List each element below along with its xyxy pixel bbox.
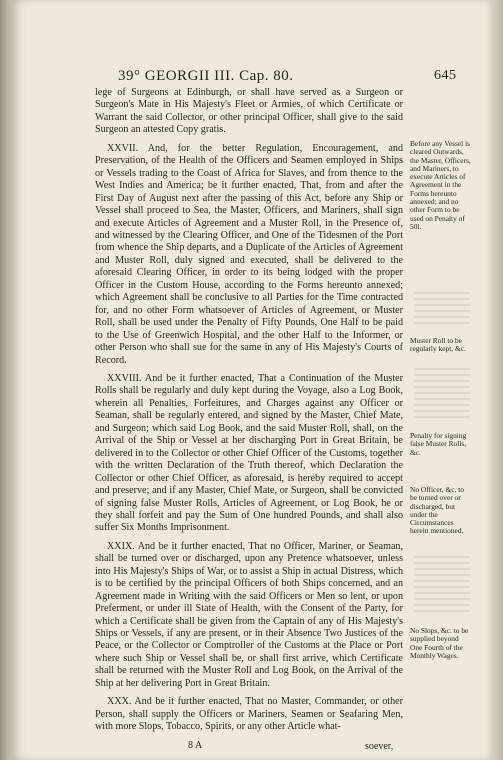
paragraph-continuation: lege of Surgeons at Edinburgh, or shall have served as a Surgeon or Surgeon's Mate in His Majesty's Fleet or Armies, of which Certificate or Warrant the said Collector, or other principal Officer, shall give to the said Surgeon an attested Copy gratis.: [95, 87, 403, 136]
show-through-text: [414, 556, 470, 616]
book-spine-shadow: [0, 0, 12, 760]
catchword: soever,: [365, 741, 394, 752]
main-text-column: [95, 87, 403, 734]
show-through-text: [414, 292, 470, 326]
margin-note-muster-roll: Muster Roll to be regularly kept, &c.: [410, 336, 466, 354]
show-through-text: [414, 368, 470, 418]
section-xxix: XXIX. And be it further enacted, That no Officer, Mariner, or Seaman, shall be turned over or discharged, upon any Pretence whatsoever, unless into His Majesty's Ships of War, or to assist a Ship in actual Distress, which is to be certified by the principal Officers of both Ships concerned, and an Agreement made in Writing with the said Officers or Men so lent, or upon Preferment, or under ill State of Health, with the Consent of the Party, for which a Certificate shall be given from the Captain of any of His Majesty's Ships or Vessels, if any are present, or in their Absence Two Justices of the Peace, or the Collector or Comptroller of the Customs at the Place or Port where such Ship or Vessel shall be, or shall first arrive, which Certificate shall be returned with the Muster Roll and Log Book, on the Arrival of the Ship at her delivering Port in Great Britain.: [95, 540, 403, 689]
section-xxviii: XXVIII. And be it further enacted, That a Continuation of the Muster Rolls shall be regularly and duly kept during the Voyage, also a Log Book, wherein all Penalties, Forfeitures, and Charges against any Officer or Seaman, shall be regularly entered, and signed by the Master, Chief Mate, and Surgeon; which said Log Book, and the said Muster Roll, shall, on the Arrival of the Ship or Vessel at her discharging Port in Great Britain, be delivered in to the Collector or other Chief Officer of the Customs, together with the written Declaration of the Truth thereof, which Declaration the Collector or other Chief Officer, as aforesaid, is hereby required to accept and preserve; and if any Master, Chief Mate, or Surgeon, shall be convicted of signing false Muster Rolls, Articles of Agreement, or Log Book, he or they shall forfeit and pay the Sum of One hundred Pounds, and shall also suffer Six Months Imprisonment.: [95, 372, 403, 534]
signature-mark: 8 A: [188, 740, 203, 751]
page-number: 645: [434, 68, 457, 83]
margin-note-penalty: Penalty for signing false Muster Rolls, &c.: [410, 431, 467, 457]
page-edge: [492, 0, 503, 760]
running-header: [118, 68, 457, 85]
margin-note-articles: Before any Vessel is cleared Outwards, the Master, Officers, and Mariners, to execute Articles of Agreement in the Forms hereunto annexed; and no other Form to be used on Penalty of 50l.: [410, 139, 471, 231]
margin-note-slops: No Slops, &c. to be supplied beyond One Fourth of the Monthly Wages.: [410, 626, 469, 660]
running-head-title: 39° GEORGII III. Cap. 80.: [118, 68, 294, 84]
section-xxx: XXX. And be it further enacted, That no Master, Commander, or other Person, shall supply the Officers or Mariners, Seamen or Seafaring Men, with more Slops, Tobacco, Spirits, or any other Article what-: [95, 696, 403, 733]
section-xxvii: XXVII. And, for the better Regulation, Encouragement, and Preservation, of the Health of the Officers and Seamen employed in Ships or Vessels trading to the Coast of Africa for Slaves, and from thence to the West Indies and America; be it further enacted, That, from and after the First Day of August next after the passing of this Act, before any Ship or Vessel shall proceed to Sea, the Master, Officers, and Mariners, shall sign and execute Articles of Agreement and a Muster Roll, in the Presence of, and witnessed by the Clearing Officer, and One of the Tidesmen of the Port from whence the Ship departs, and a Duplicate of the Articles of Agreement and Muster Roll, duly signed and executed, shall be delivered to the aforesaid Clearing Officer, in order to its being lodged with the proper Officer in the Custom House, according to the Forms hereunto annexed; which Agreement shall be conclusive to all Parties for the Time contracted for, and no other Form whatsoever of Articles of Agreement, or Muster Roll, shall be used under the Penalty of Fifty Pounds, One Half to be paid to the Use of Greenwich Hospital, and the other Half to the Informer, or other Person who shall sue for the same in any of His Majesty's Courts of Record.: [95, 142, 403, 366]
margin-note-discharge: No Officer, &c. to be turned over or discharged, but under the Circumstances herein mentioned.: [410, 485, 464, 536]
